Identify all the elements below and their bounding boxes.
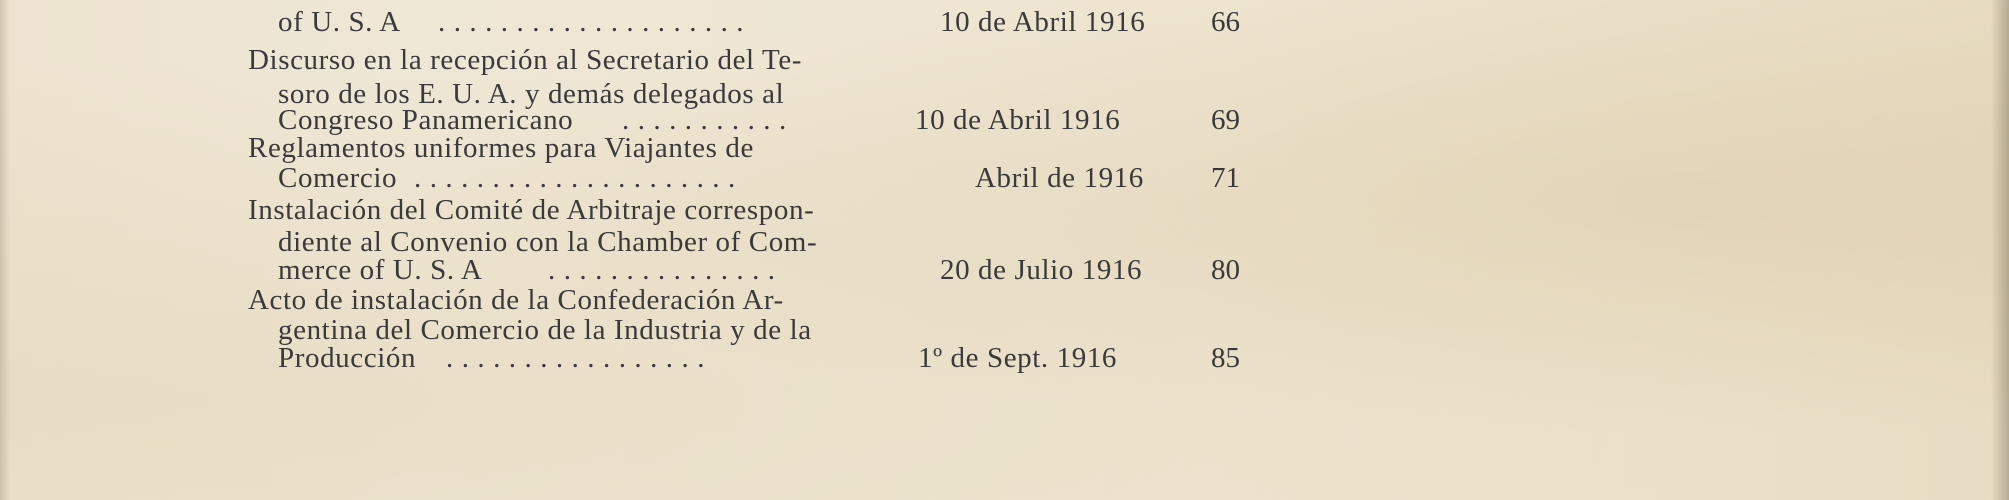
toc-entry-page: 69 [1211,104,1240,136]
toc-leader-dots: . . . . . . . . . . . . . . . . . . . . . [414,162,736,194]
toc-entry-date: 10 de Abril 1916 [915,104,1121,136]
toc-entry-title-line: Acto de instalación de la Confederación Ar- [248,284,784,316]
toc-entry-title-line: Producción [278,342,417,374]
toc-entry-title-line: of U. S. A [278,6,401,38]
toc-entry-date: 20 de Julio 1916 [940,254,1143,286]
toc-entry-title-line: Discurso en la recepción al Secretario del Te- [248,44,803,76]
toc-leader-dots: . . . . . . . . . . . . . . . . . . . . [438,6,745,38]
toc-entry-title-line: Comercio [278,162,398,194]
toc-entry-title-line: Instalación del Comité de Arbitraje correspon- [248,194,815,226]
toc-entry-title-line: Reglamentos uniformes para Viajantes de [248,132,754,164]
toc-entry-title-line: Congreso Panamericano [278,104,574,136]
toc-leader-dots: . . . . . . . . . . . . . . . . . [446,342,706,374]
toc-entry-page: 85 [1211,342,1240,374]
toc-entry-date: 10 de Abril 1916 [940,6,1146,38]
toc-entry-date: Abril de 1916 [975,162,1144,194]
toc-entry-title-line: soro de los E. U. A. y demás delegados al [278,78,785,110]
toc-entry-title-line: merce of U. S. A [278,254,483,286]
toc-entry-title-line: diente al Convenio con la Chamber of Com- [278,226,818,258]
toc-entry-page: 66 [1211,6,1240,38]
toc-entry-page: 80 [1211,254,1240,286]
toc-entry-title-line: gentina del Comercio de la Industria y de la [278,314,812,346]
toc-leader-dots: . . . . . . . . . . . . . . . [548,254,776,286]
toc-entry-line [278,4,401,40]
toc-entry-date: 1º de Sept. 1916 [918,342,1118,374]
toc-entry-page: 71 [1211,162,1240,194]
toc-leader-dots: . . . . . . . . . . . [622,104,787,136]
